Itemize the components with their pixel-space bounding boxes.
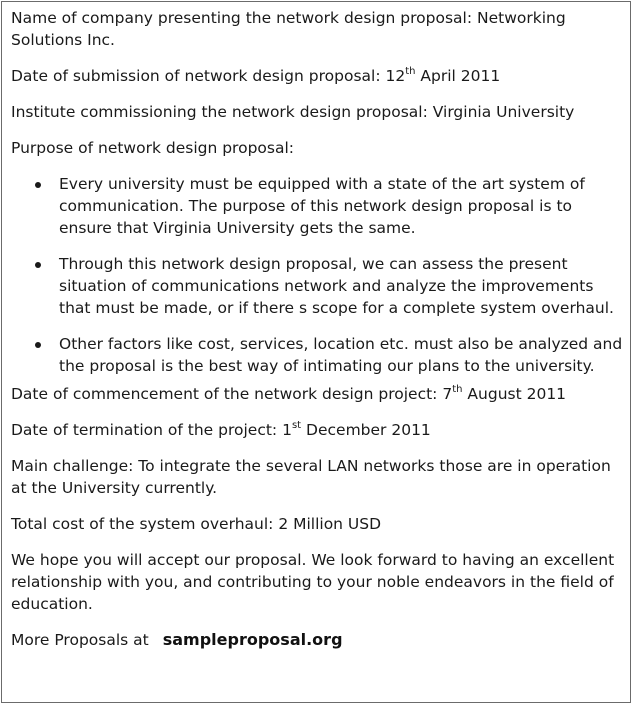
purpose-list-item <box>11 333 627 377</box>
challenge-text: To integrate the several LAN networks those are in operation at the University currently. <box>11 457 611 497</box>
commencement-date-line <box>11 383 627 405</box>
commencement-date-label: Date of commencement of the network design project: <box>11 385 438 403</box>
institute-name: Virginia University <box>432 103 575 121</box>
footer-line <box>11 629 627 651</box>
document-frame <box>1 1 631 703</box>
cost-line <box>11 513 627 535</box>
bullet-icon <box>35 262 41 268</box>
challenge-label: Main challenge: <box>11 457 134 475</box>
company-name: Networking Solutions Inc. <box>11 9 566 49</box>
submission-day: 12 <box>385 67 406 85</box>
purpose-list-item <box>11 173 627 239</box>
commencement-day-suffix: th <box>452 384 463 395</box>
document-body <box>11 7 627 651</box>
commencement-month-year: August 2011 <box>467 385 567 403</box>
company-line <box>11 7 627 51</box>
purpose-list <box>11 173 627 377</box>
purpose-heading: Purpose of network design proposal: <box>11 139 294 157</box>
submission-month-year: April 2011 <box>420 67 501 85</box>
purpose-item-text: Through this network design proposal, we can assess the present situation of communications network and analyze the improvements that must be made, or if there s scope for a complete system overhaul. <box>59 255 614 317</box>
termination-day: 1 <box>282 421 292 439</box>
submission-date-label: Date of submission of network design proposal: <box>11 67 381 85</box>
submission-day-suffix: th <box>405 66 416 77</box>
purpose-list-item <box>11 253 627 319</box>
bullet-icon <box>35 182 41 188</box>
footer-site-link[interactable]: sampleproposal.org <box>162 630 343 649</box>
cost-label: Total cost of the system overhaul: <box>11 515 274 533</box>
cost-value: 2 Million USD <box>278 515 382 533</box>
institute-label: Institute commissioning the network design proposal: <box>11 103 428 121</box>
commencement-day: 7 <box>442 385 453 403</box>
termination-date-line <box>11 419 627 441</box>
termination-date-label: Date of termination of the project: <box>11 421 278 439</box>
purpose-item-text: Other factors like cost, services, location etc. must also be analyzed and the proposal is the best way of intimating our plans to the university. <box>59 335 623 375</box>
bullet-icon <box>35 342 41 348</box>
submission-date-line <box>11 65 627 87</box>
company-label: Name of company presenting the network design proposal: <box>11 9 473 27</box>
challenge-line <box>11 455 627 499</box>
termination-month-year: December 2011 <box>306 421 431 439</box>
purpose-item-text: Every university must be equipped with a state of the art system of communication. The purpose of this network design proposal is to ensure that Virginia University gets the same. <box>59 175 585 237</box>
institute-line <box>11 101 627 123</box>
termination-day-suffix: st <box>291 420 302 431</box>
closing-paragraph: We hope you will accept our proposal. We look forward to having an excellent relationship with you, and contributing to your noble endeavors in the field of education. <box>11 551 615 613</box>
footer-label: More Proposals at <box>11 631 149 649</box>
